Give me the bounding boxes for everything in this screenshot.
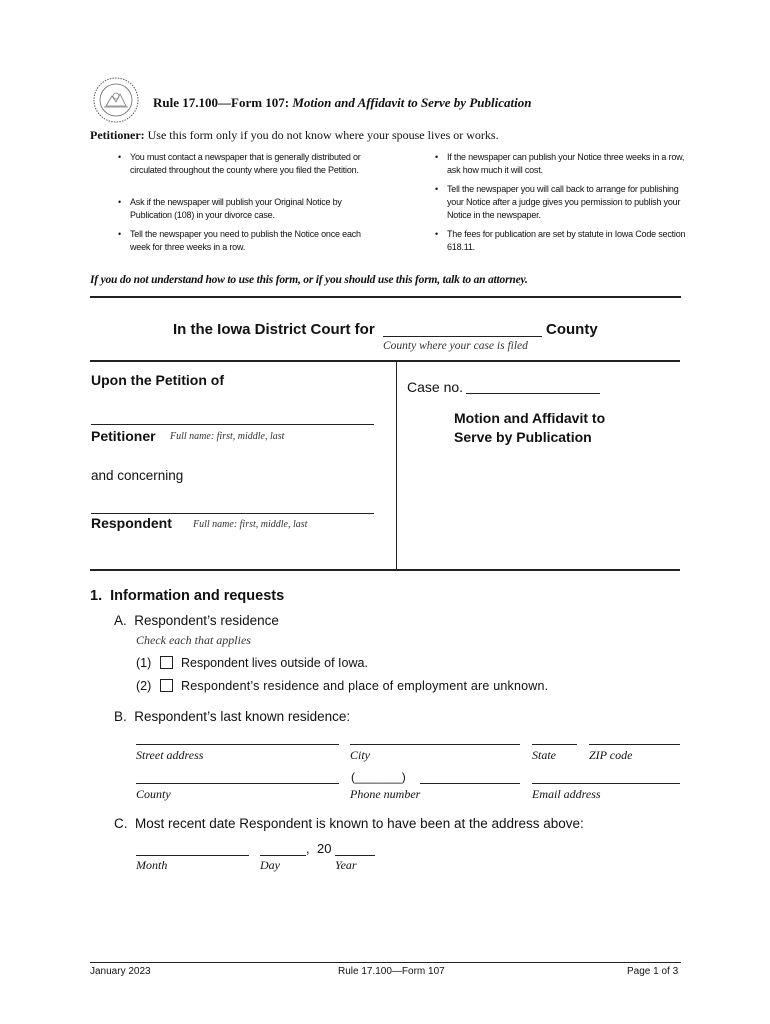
option-1-num: (1) <box>136 656 152 670</box>
respondent-name-line[interactable] <box>91 513 374 514</box>
petitioner-name-line[interactable] <box>91 424 374 425</box>
year-hint: Year <box>335 858 357 872</box>
divider-caption-vertical <box>396 361 397 570</box>
state-hint: State <box>532 748 556 762</box>
section-b-label: B. Respondent’s last known residence: <box>114 709 351 724</box>
street-address-line[interactable] <box>136 744 339 745</box>
option-1-text: Respondent lives outside of Iowa. <box>181 656 368 670</box>
email-hint: Email address <box>532 787 601 801</box>
petitioner-note-label: Petitioner: <box>90 128 145 142</box>
month-hint: Month <box>136 858 168 872</box>
section-c-label: C. Most recent date Respondent is known to have been at the address above: <box>114 816 584 831</box>
county-input-line[interactable] <box>383 336 542 337</box>
county-hint: County where your case is filed <box>383 340 528 352</box>
street-address-hint: Street address <box>136 748 204 762</box>
petitioner-hint: Full name: first, middle, last <box>170 431 285 442</box>
year-prefix: 20 <box>317 841 332 856</box>
city-line[interactable] <box>350 744 520 745</box>
county-line[interactable] <box>136 783 339 784</box>
divider-caption-bottom <box>90 569 680 571</box>
bullet-right-3: • The fees for publication are set by statute in Iowa Code section 618.11. <box>435 229 686 252</box>
petitioner-note-text: Use this form only if you do not know where your spouse lives or works. <box>147 128 499 142</box>
bullet-right-1: • If the newspaper can publish your Notice three weeks in a row, ask how much it will cost. <box>435 152 685 175</box>
respondent-label: Respondent <box>91 515 172 531</box>
court-prefix: In the Iowa District Court for <box>173 321 375 338</box>
phone-hint: Phone number <box>350 787 421 801</box>
day-hint: Day <box>260 858 280 872</box>
option-2-num: (2) <box>136 679 152 693</box>
option-2-checkbox[interactable] <box>160 679 173 692</box>
doc-title-line2: Serve by Publication <box>454 429 592 445</box>
section1-heading: 1. Information and requests <box>90 588 285 604</box>
county-field-hint: County <box>136 787 171 801</box>
bullet-left-2: • Ask if the newspaper will publish your Original Notice by Publication (108) in your divorce case. <box>118 197 342 220</box>
year-line[interactable] <box>335 855 375 856</box>
footer-form-ref: Rule 17.100—Form 107 <box>338 966 445 977</box>
bullet-left-3: • Tell the newspaper you need to publish the Notice once each week for three weeks in a row. <box>118 229 361 252</box>
bullet-right-2: • Tell the newspaper you will call back to arrange for publishing your Notice after a judge gives you permission to publish your Notice in the newspaper. <box>435 184 681 220</box>
month-line[interactable] <box>136 855 249 856</box>
petitioner-note <box>90 128 499 143</box>
option-1-checkbox[interactable] <box>160 656 173 669</box>
city-hint: City <box>350 748 370 762</box>
petitioner-label: Petitioner <box>91 428 156 444</box>
footer-page: Page 1 of 3 <box>627 966 679 977</box>
footer-date: January 2023 <box>90 966 151 977</box>
footer-divider <box>90 962 681 963</box>
divider-caption-top <box>90 360 680 362</box>
section-a-label: A. Respondent’s residence <box>114 613 279 628</box>
day-line[interactable] <box>260 855 306 856</box>
doc-title-line1: Motion and Affidavit to <box>454 410 606 426</box>
respondent-hint: Full name: first, middle, last <box>193 519 308 530</box>
option-2-text: Respondent’s residence and place of employment are unknown. <box>181 679 549 693</box>
iowa-court-seal <box>92 76 140 124</box>
divider-top <box>90 296 681 298</box>
court-heading <box>173 321 375 338</box>
email-line[interactable] <box>532 783 680 784</box>
phone-line[interactable] <box>420 783 520 784</box>
form-title <box>153 95 531 111</box>
state-line[interactable] <box>532 744 577 745</box>
rule-number: Rule 17.100—Form 107: <box>153 95 290 110</box>
and-concerning-label: and concerning <box>91 468 184 483</box>
phone-area-code[interactable]: (_______) <box>351 770 406 784</box>
section-a-hint: Check each that applies <box>136 633 251 647</box>
zip-line[interactable] <box>589 744 680 745</box>
case-no-input-line[interactable] <box>466 393 600 394</box>
attorney-note: If you do not understand how to use this form, or if you should use this form, talk to an attorney. <box>90 274 528 286</box>
zip-hint: ZIP code <box>589 748 633 762</box>
bullet-left-1: • You must contact a newspaper that is generally distributed or circulated throughout the county where you filed the Petition. <box>118 152 361 175</box>
case-no-label: Case no. <box>407 379 464 395</box>
form-title-text: Motion and Affidavit to Serve by Publication <box>292 95 532 110</box>
upon-petition-label: Upon the Petition of <box>91 372 224 388</box>
date-comma: , <box>306 841 310 856</box>
court-suffix: County <box>546 321 598 338</box>
